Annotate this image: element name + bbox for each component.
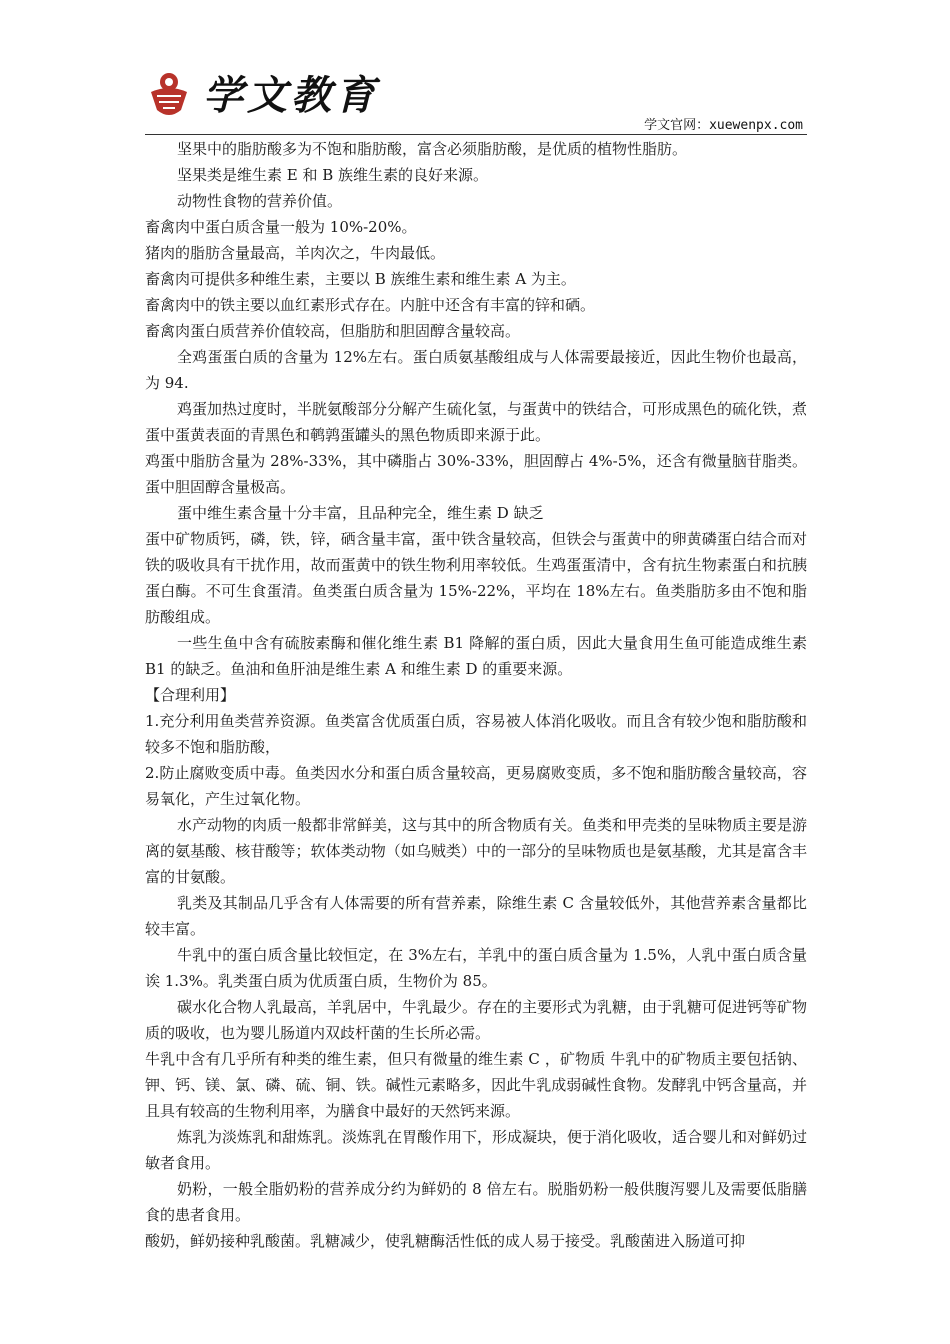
paragraph: 蛋中矿物质钙，磷，铁，锌，硒含量丰富，蛋中铁含量较高，但铁会与蛋黄中的卵黄磷蛋白结合而对铁的吸收具有干扰作用，故而蛋黄中的铁生物利用率较低。生鸡蛋蛋清中，含有抗生物素蛋白和抗胰蛋白酶。不可生食蛋清。鱼类蛋白质含量为 15%-22%，平均在 18%左右。鱼类脂肪多由不饱和脂肪酸组成。 bbox=[145, 530, 807, 626]
logo-emblem-icon bbox=[147, 70, 191, 120]
paragraph: 碳水化合物人乳最高，羊乳居中，牛乳最少。存在的主要形式为乳糖，由于乳糖可促进钙等矿物质的吸收，也为婴儿肠道内双歧杆菌的生长所必需。 bbox=[145, 998, 808, 1042]
paragraph: 奶粉，一般全脂奶粉的营养成分约为鲜奶的 8 倍左右。脱脂奶粉一般供腹泻婴儿及需要低脂膳食的患者食用。 bbox=[145, 1180, 807, 1224]
paragraph: 猪肉的脂肪含量最高，羊肉次之，牛肉最低。 bbox=[145, 244, 446, 262]
paragraph: 乳类及其制品几乎含有人体需要的所有营养素，除维生素 C 含量较低外，其他营养素含量都比较丰富。 bbox=[145, 894, 807, 938]
paragraph: 动物性食物的营养价值。 bbox=[177, 192, 343, 210]
paragraph: 鸡蛋加热过度时，半胱氨酸部分分解产生硫化氢，与蛋黄中的铁结合，可形成黑色的硫化铁，煮蛋中蛋黄表面的青黑色和鹌鹑蛋罐头的黑色物质即来源于此。 bbox=[145, 400, 808, 444]
section-heading: 【合理利用】 bbox=[145, 686, 236, 704]
header-divider bbox=[145, 134, 807, 135]
paragraph: 水产动物的肉质一般都非常鲜美，这与其中的所含物质有关。鱼类和甲壳类的呈味物质主要是游离的氨基酸、核苷酸等；软体类动物（如乌贼类）中的一部分的呈味物质也是氨基酸，尤其是富含丰富的甘氨酸。 bbox=[145, 816, 808, 886]
paragraph: 牛乳中的蛋白质含量比较恒定，在 3%左右，羊乳中的蛋白质含量为 1.5%，人乳中蛋白质含量诶 1.3%。乳类蛋白质为优质蛋白质，生物价为 85。 bbox=[145, 946, 807, 990]
paragraph: 畜禽肉中蛋白质含量一般为 10%-20%。 bbox=[145, 218, 417, 236]
paragraph: 畜禽肉可提供多种维生素，主要以 B 族维生素和维生素 A 为主。 bbox=[145, 270, 576, 288]
logo-text: 学文教育 bbox=[203, 72, 379, 119]
paragraph: 炼乳为淡炼乳和甜炼乳。淡炼乳在胃酸作用下，形成凝块，便于消化吸收，适合婴儿和对鲜奶过敏者食用。 bbox=[145, 1128, 808, 1172]
list-item: 1.充分利用鱼类营养资源。鱼类富含优质蛋白质，容易被人体消化吸收。而且含有较少饱和脂肪酸和较多不饱和脂肪酸， bbox=[145, 712, 807, 756]
paragraph: 蛋中维生素含量十分丰富，且品种完全，维生素 D 缺乏 bbox=[177, 504, 544, 522]
document-body bbox=[145, 136, 807, 1254]
paragraph: 畜禽肉中的铁主要以血红素形式存在。内脏中还含有丰富的锌和硒。 bbox=[145, 296, 596, 314]
page-header bbox=[145, 68, 807, 136]
paragraph: 坚果中的脂肪酸多为不饱和脂肪酸，富含必须脂肪酸，是优质的植物性脂肪。 bbox=[177, 140, 688, 158]
paragraph: 酸奶，鲜奶接种乳酸菌。乳糖减少，使乳糖酶活性低的成人易于接受。乳酸菌进入肠道可抑 bbox=[145, 1232, 746, 1250]
paragraph: 鸡蛋中脂肪含量为 28%-33%，其中磷脂占 30%-33%，胆固醇占 4%-5%，还含有微量脑苷脂类。蛋中胆固醇含量极高。 bbox=[145, 452, 807, 496]
site-url-label: 学文官网：xuewenpx.com bbox=[644, 118, 803, 133]
paragraph: 牛乳中含有几乎所有种类的维生素，但只有微量的维生素 C ，矿物质 牛乳中的矿物质主要包括钠、钾、钙、镁、氯、磷、硫、铜、铁。碱性元素略多，因此牛乳成弱碱性食物。发酵乳中钙含量高，并且具有较高的生物利用率，为膳食中最好的天然钙来源。 bbox=[145, 1050, 807, 1120]
paragraph: 一些生鱼中含有硫胺素酶和催化维生素 B1 降解的蛋白质，因此大量食用生鱼可能造成维生素 B1 的缺乏。鱼油和鱼肝油是维生素 A 和维生素 D 的重要来源。 bbox=[145, 634, 807, 678]
list-item: 2.防止腐败变质中毒。鱼类因水分和蛋白质含量较高，更易腐败变质，多不饱和脂肪酸含量较高，容易氧化，产生过氧化物。 bbox=[145, 764, 807, 808]
paragraph: 全鸡蛋蛋白质的含量为 12%左右。蛋白质氨基酸组成与人体需要最接近，因此生物价也最高，为 94. bbox=[145, 348, 807, 392]
paragraph: 畜禽肉蛋白质营养价值较高，但脂肪和胆固醇含量较高。 bbox=[145, 322, 521, 340]
paragraph: 坚果类是维生素 E 和 B 族维生素的良好来源。 bbox=[177, 166, 489, 184]
